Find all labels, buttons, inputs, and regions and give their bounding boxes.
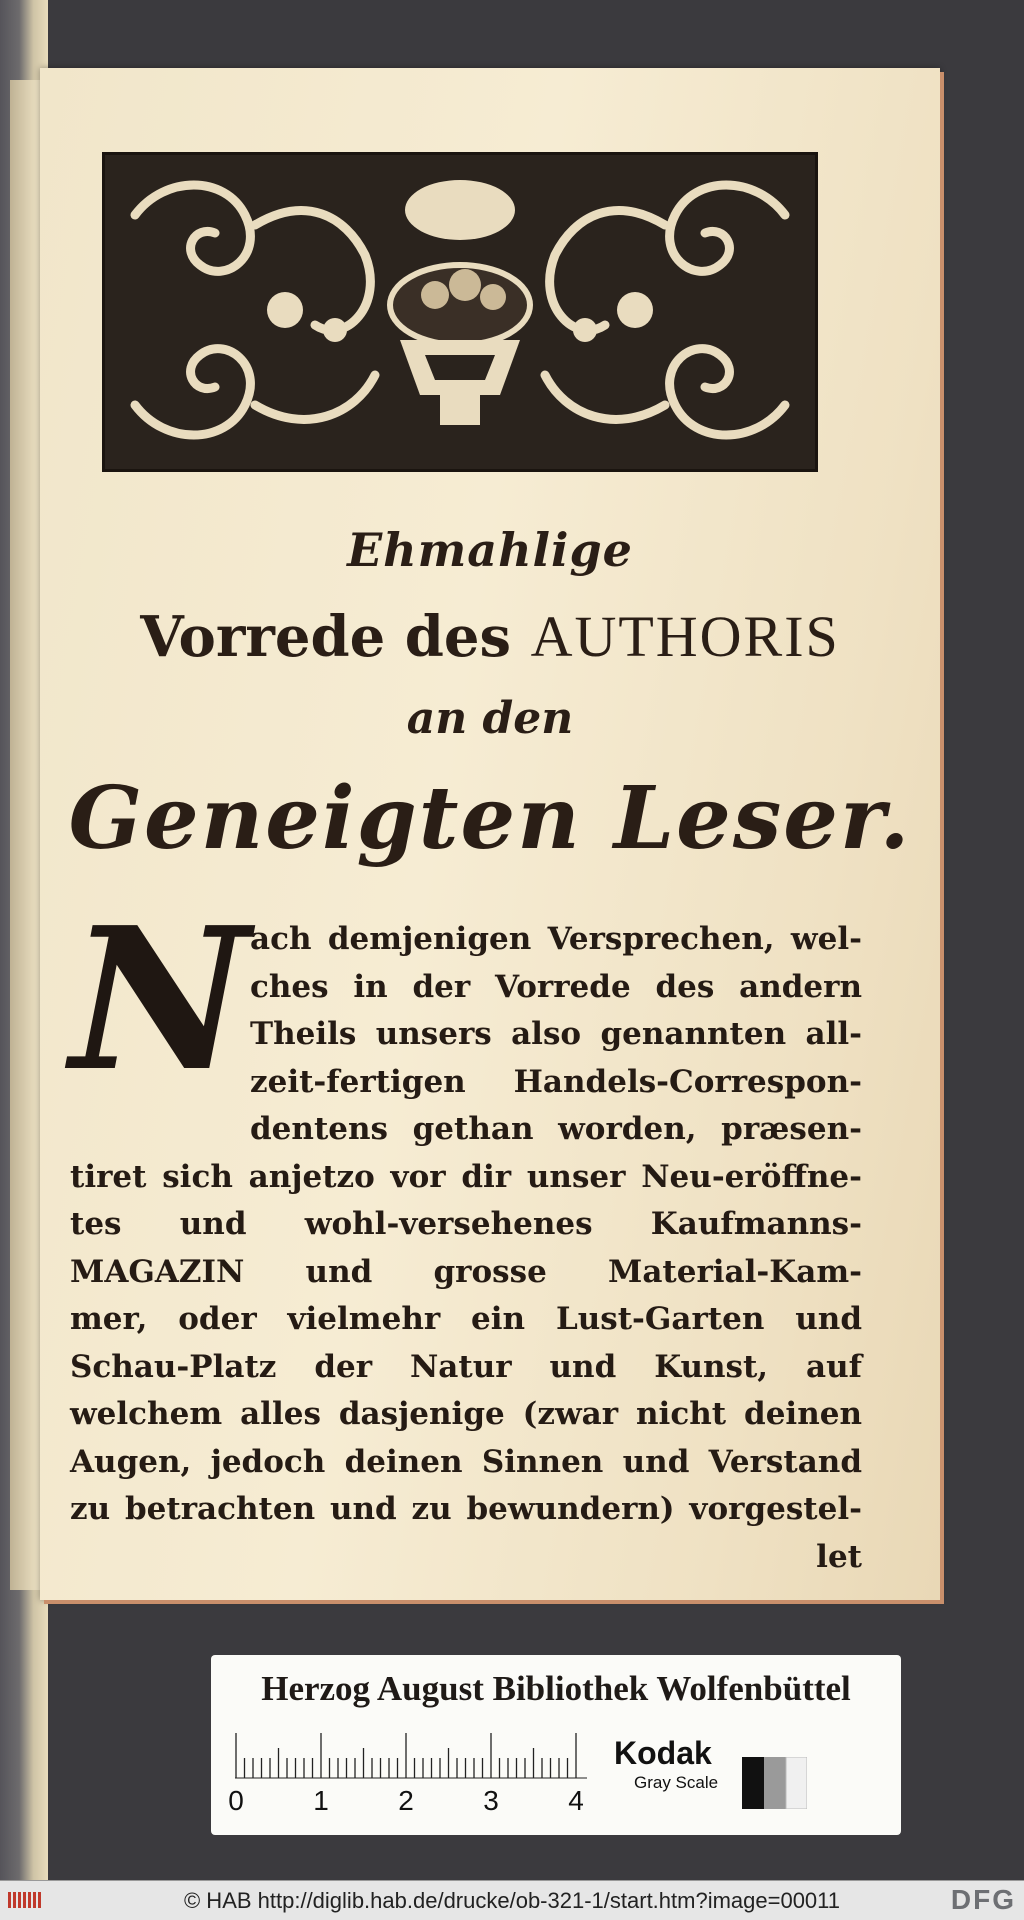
heading-line-2 [40, 603, 940, 670]
heading-line-1: Ehmahlige [347, 523, 633, 577]
body-line: zu betrachten und zu bewundern) vorgestel- [70, 1491, 862, 1527]
gray-scale-label: Gray Scale [634, 1773, 719, 1792]
color-calibration-plate [211, 1655, 901, 1835]
ruler-scale [235, 1733, 587, 1793]
body-line: ches in der Vorrede des andern [250, 968, 862, 1005]
body-line: zeit-fertigen Handels-Correspon- [250, 1063, 862, 1100]
ornament-illustration [105, 155, 815, 469]
body-line: Theils unsers also genannten all- [250, 1016, 862, 1052]
heading-line-3: an den [406, 693, 574, 744]
heading-line-4: Geneigten Leser. [68, 768, 912, 869]
heading-line-2-fraktur: Vorrede des [140, 604, 512, 670]
ruler-label: 3 [483, 1785, 499, 1816]
heading-line-2-caps: AUTHORIS [530, 604, 840, 669]
kodak-brand: Kodak [614, 1735, 712, 1771]
body-line: ach demjenigen Versprechen, wel- [250, 921, 862, 957]
body-line: tiret sich anjetzo vor dir unser Neu-eröffne- [70, 1158, 862, 1195]
ruler-label: 4 [568, 1785, 584, 1816]
body-line: Schau-Platz der Natur und Kunst, auf [70, 1348, 862, 1385]
decorated-initial: N [70, 885, 250, 1115]
body-line: Augen, jedoch deinen Sinnen und Verstand [70, 1443, 862, 1480]
body-line: welchem alles dasjenige (zwar nicht deinen [70, 1396, 862, 1432]
body-line: tes und wohl-versehenes Kaufmanns- [70, 1206, 862, 1242]
book-page [40, 68, 940, 1600]
catchword: let [816, 1538, 862, 1575]
ruler-label: 1 [313, 1785, 329, 1816]
body-paragraph [70, 916, 862, 1581]
footer-copyright-url: © HAB http://diglib.hab.de/drucke/ob-321-1/start.htm?image=00011 [183, 1888, 841, 1913]
gray-swatches [742, 1757, 807, 1809]
body-line: dentens gethan worden, præsen- [250, 1111, 862, 1147]
body-line: mer, oder vielmehr ein Lust-Garten und [70, 1301, 862, 1337]
dfg-logo: DFG [950, 1884, 1016, 1915]
footer-bar [0, 1880, 1024, 1920]
ruler-label: 0 [228, 1785, 244, 1816]
ruler-label: 2 [398, 1785, 414, 1816]
woodcut-ornament [102, 152, 818, 472]
library-name: Herzog August Bibliothek Wolfenbüttel [261, 1669, 851, 1708]
body-line: MAGAZIN und grosse Material-Kam- [70, 1253, 862, 1290]
